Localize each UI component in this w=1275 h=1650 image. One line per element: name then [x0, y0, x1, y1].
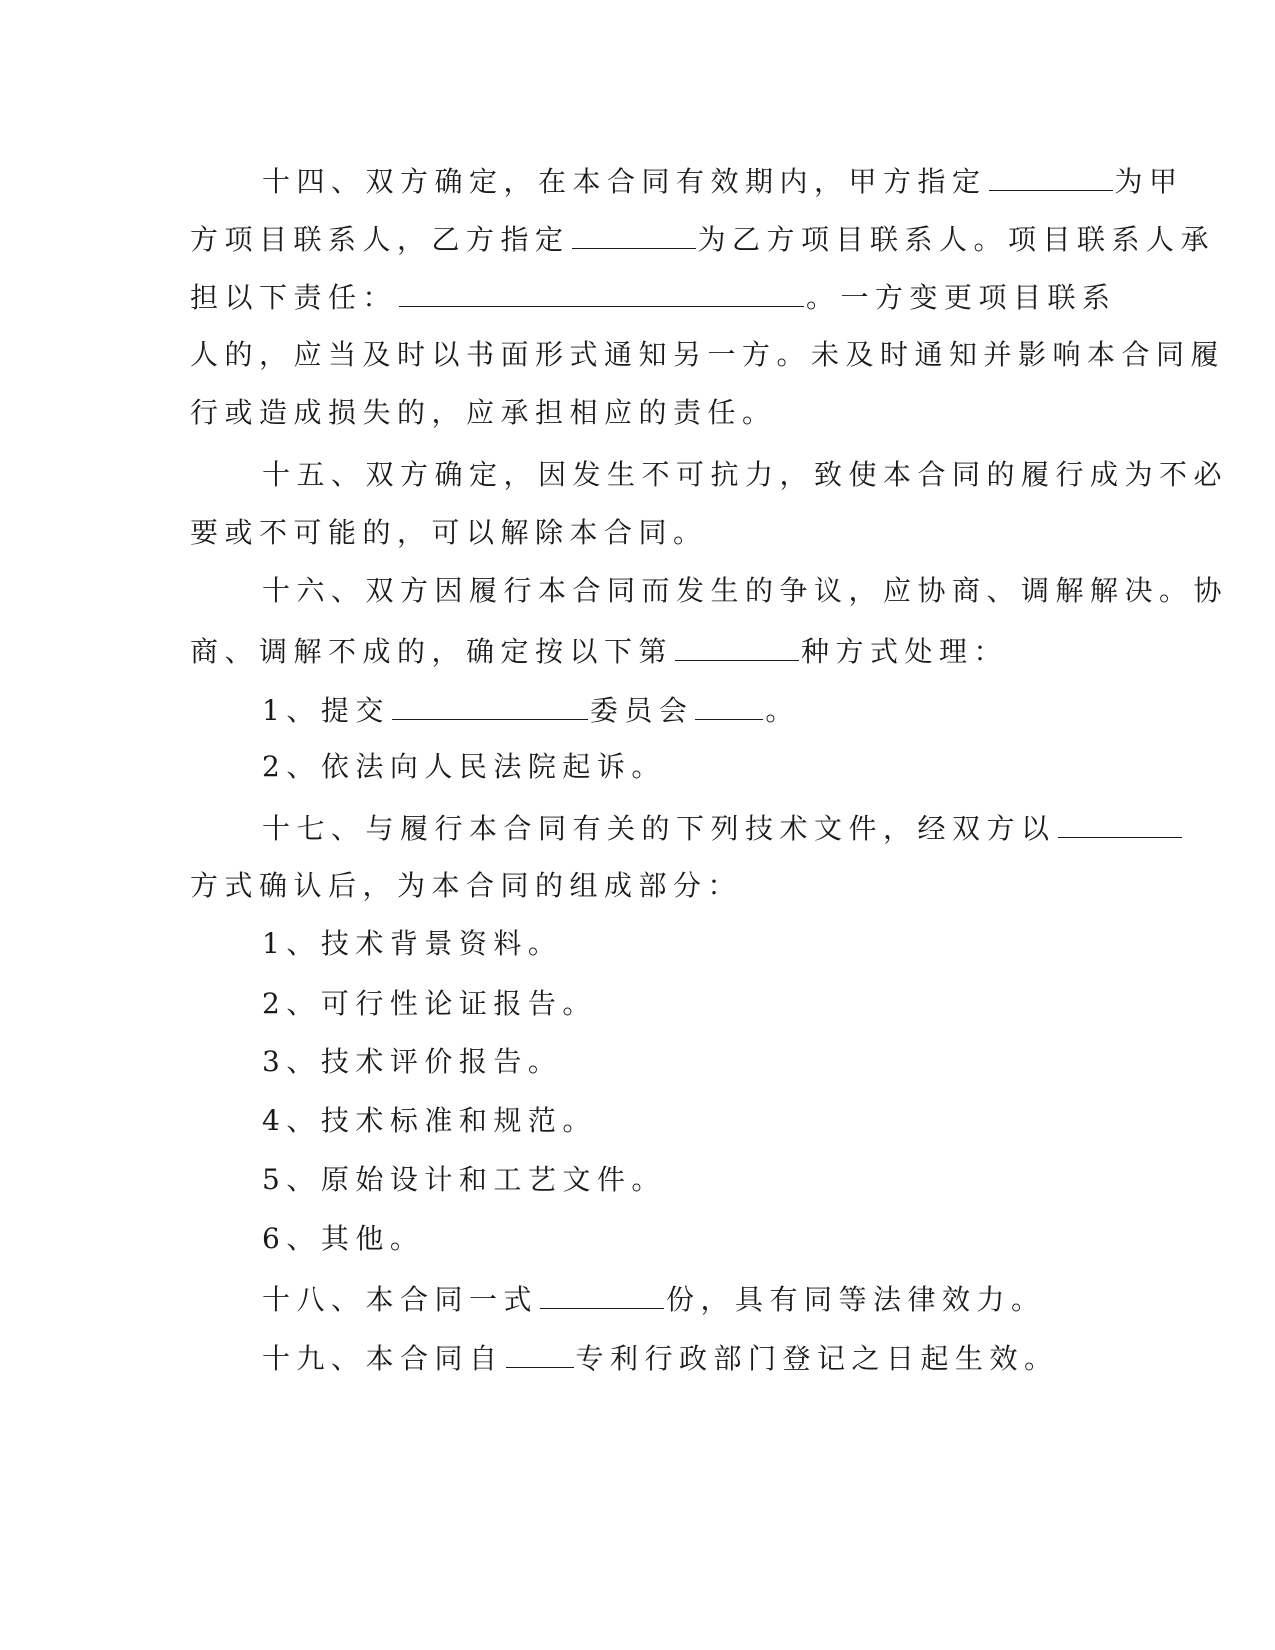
text-segment: 4、技术标准和规范。 — [262, 1104, 597, 1137]
text-segment: 要或不可能的，可以解除本合同。 — [190, 516, 708, 549]
clause-16-item-1 — [262, 689, 800, 731]
fill-in-blank[interactable] — [506, 1337, 574, 1368]
text-segment: 为甲 — [1114, 165, 1184, 198]
fill-in-blank[interactable] — [989, 160, 1113, 191]
text-segment: 。 — [765, 694, 800, 727]
clause-17-item-2 — [262, 984, 597, 1024]
text-segment: 十九、本合同自 — [262, 1342, 504, 1375]
text-segment: 专利行政部门登记之日起生效。 — [575, 1342, 1059, 1375]
clause-17-item-1 — [262, 924, 562, 964]
fill-in-blank[interactable] — [1058, 807, 1182, 838]
text-segment: 十六、双方因履行本合同而发生的争议，应协商、调解解决。协 — [262, 574, 1229, 607]
text-segment: 1、技术背景资料。 — [262, 927, 563, 960]
clause-16-line-1 — [262, 571, 1228, 611]
clause-17-item-5 — [262, 1160, 666, 1200]
clause-17-line-2 — [190, 866, 742, 906]
fill-in-blank[interactable] — [572, 218, 696, 249]
fill-in-blank[interactable] — [675, 630, 799, 661]
text-segment: 。一方变更项目联系 — [806, 281, 1117, 314]
text-segment: 十四、双方确定，在本合同有效期内，甲方指定 — [262, 165, 987, 198]
text-segment: 十五、双方确定，因发生不可抗力，致使本合同的履行成为不必 — [262, 458, 1229, 491]
clause-17-line-1 — [262, 807, 1184, 849]
text-segment: 2、依法向人民法院起诉。 — [262, 750, 666, 783]
clause-18-line-1 — [262, 1278, 1046, 1320]
clause-19-line-1 — [262, 1337, 1059, 1379]
text-segment: 1、提交 — [262, 694, 390, 727]
clause-17-item-3 — [262, 1042, 562, 1082]
text-segment: 人的，应当及时以书面形式通知另一方。未及时通知并影响本合同履 — [190, 338, 1226, 371]
text-segment: 3、技术评价报告。 — [262, 1045, 563, 1078]
clause-14-line-1 — [262, 160, 1184, 202]
clause-14-line-2 — [190, 218, 1215, 260]
clause-17-item-4 — [262, 1101, 597, 1141]
text-segment: 方式确认后，为本合同的组成部分： — [190, 869, 743, 902]
clause-14-line-3 — [190, 276, 1117, 318]
clause-14-line-4 — [190, 335, 1225, 375]
text-segment: 十八、本合同一式 — [262, 1283, 539, 1316]
clause-17-item-6 — [262, 1219, 424, 1259]
clause-16-line-2 — [190, 630, 1008, 672]
text-segment: 为乙方项目联系人。项目联系人承 — [697, 223, 1216, 256]
text-segment: 商、调解不成的，确定按以下第 — [190, 635, 674, 668]
clause-14-line-5 — [190, 393, 777, 433]
text-segment: 担以下责任： — [190, 281, 398, 314]
text-segment: 方项目联系人，乙方指定 — [190, 223, 570, 256]
text-segment: 委员会 — [589, 694, 694, 727]
clause-15-line-2 — [190, 513, 708, 553]
text-segment: 行或造成损失的，应承担相应的责任。 — [190, 396, 777, 429]
fill-in-blank[interactable] — [695, 689, 763, 720]
text-segment: 5、原始设计和工艺文件。 — [262, 1163, 666, 1196]
clause-15-line-1 — [262, 455, 1228, 495]
fill-in-blank[interactable] — [399, 276, 804, 307]
text-segment: 种方式处理： — [801, 635, 1009, 668]
clause-16-item-2 — [262, 747, 666, 787]
fill-in-blank[interactable] — [392, 689, 588, 720]
text-segment: 份，具有同等法律效力。 — [666, 1283, 1046, 1316]
text-segment: 十七、与履行本合同有关的下列技术文件，经双方以 — [262, 812, 1056, 845]
text-segment: 6、其他。 — [262, 1222, 425, 1255]
fill-in-blank[interactable] — [540, 1278, 664, 1309]
text-segment: 2、可行性论证报告。 — [262, 987, 597, 1020]
